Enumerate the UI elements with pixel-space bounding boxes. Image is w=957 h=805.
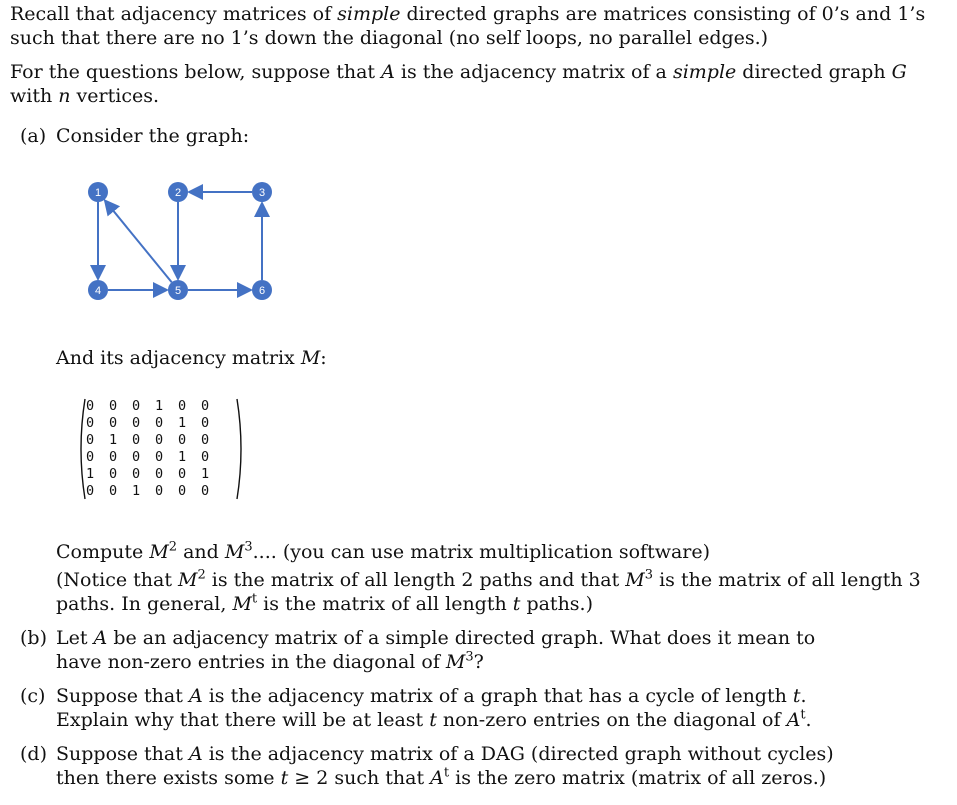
matrix-cell: 0	[201, 483, 210, 499]
superscript: t	[800, 707, 806, 723]
caption-text: And its adjacency matrix	[56, 347, 301, 369]
part-d-text-segment: is the adjacency matrix of a DAG (directed graph without cycles) then there exists some	[56, 743, 834, 789]
compute-text: is the matrix of all length	[257, 593, 513, 615]
compute-text: is the matrix of all length 2 paths and that	[205, 569, 626, 591]
graph-svg	[86, 176, 286, 306]
math-M: M	[625, 569, 645, 591]
matrix-cell: 0	[155, 415, 164, 431]
matrix-row	[86, 398, 224, 415]
part-c-text-segment: non-zero entries on the diagonal of	[436, 709, 787, 731]
intro-text: For the questions below, suppose that	[10, 61, 382, 83]
matrix-cell: 0	[109, 398, 118, 414]
matrix-cell: 0	[86, 432, 95, 448]
emphasis-simple: simple	[672, 61, 737, 83]
intro-paragraph-1	[10, 2, 930, 50]
superscript: 3	[644, 567, 654, 583]
adjacency-matrix	[76, 397, 246, 501]
matrix-cell: 0	[132, 415, 141, 431]
math-A: A	[188, 685, 203, 707]
part-b-text	[56, 626, 846, 674]
part-b-text-segment: be an adjacency matrix of a simple directed graph. What does it mean to have non-zero entries in the diagonal of	[56, 627, 816, 673]
graph-node-label: 2	[174, 187, 182, 199]
directed-graph	[86, 176, 286, 311]
compute-line-1	[56, 540, 936, 564]
matrix-cell: 0	[132, 432, 141, 448]
matrix-cell: 0	[109, 483, 118, 499]
matrix-cell: 0	[132, 466, 141, 482]
math-t: t	[429, 709, 437, 731]
math-A: A	[188, 743, 203, 765]
part-a-text: Consider the graph:	[56, 125, 250, 147]
matrix-cell: 0	[178, 432, 187, 448]
math-M: M	[224, 541, 245, 563]
matrix-cell: 0	[155, 483, 164, 499]
intro-text: directed graph	[736, 61, 892, 83]
superscript: 3	[465, 649, 474, 665]
math-G: G	[891, 61, 907, 83]
matrix-cell: 0	[201, 449, 210, 465]
part-d-text-segment: is the zero matrix (matrix of all zeros.)	[449, 767, 827, 789]
matrix-row	[86, 483, 224, 500]
part-b-text-segment: ?	[473, 651, 484, 673]
graph-node-label: 6	[258, 285, 266, 297]
math-A: A	[381, 61, 395, 83]
matrix-row	[86, 466, 224, 483]
matrix-cell: 0	[86, 483, 95, 499]
math-t: t	[792, 685, 801, 707]
superscript: t	[443, 765, 450, 781]
part-c-text-segment: .	[805, 709, 812, 731]
matrix-cell: 0	[109, 466, 118, 482]
matrix-grid	[86, 398, 224, 500]
math-t: t	[512, 593, 521, 615]
matrix-cell: 0	[132, 449, 141, 465]
graph-node-label: 1	[94, 187, 102, 199]
part-c-label: (c)	[20, 685, 46, 707]
matrix-cell: 1	[132, 483, 141, 499]
math-A: A	[93, 627, 108, 649]
matrix-cell: 0	[109, 449, 118, 465]
caption-text: :	[320, 347, 327, 369]
part-b-label: (b)	[20, 627, 47, 649]
matrix-cell: 0	[155, 466, 164, 482]
matrix-cell: 1	[155, 398, 164, 414]
graph-edge-5-1	[105, 201, 172, 283]
math-n: n	[58, 85, 71, 107]
part-d-text-segment: ≥ 2 such that	[288, 767, 431, 789]
intro-text: directed graphs are matrices consisting of 0’s and 1’s such that there are no 1’s down the diagonal (no self loops, no parallel edges.)	[10, 3, 926, 49]
compute-text: paths.)	[520, 593, 594, 615]
matrix-row	[86, 432, 224, 449]
emphasis-simple: simple	[337, 3, 401, 25]
matrix-cell: 1	[178, 415, 187, 431]
adjacency-caption	[56, 347, 327, 369]
math-A: A	[430, 767, 444, 789]
matrix-cell: 0	[86, 398, 95, 414]
compute-text: .... (you can use matrix multiplication software)	[252, 541, 711, 563]
intro-text: vertices.	[70, 85, 160, 107]
intro-text: Recall that adjacency matrices of	[10, 3, 338, 25]
compute-text: is the matrix of all length 3 paths. In general,	[56, 569, 921, 615]
part-d-label: (d)	[20, 743, 47, 765]
part-b-text-segment: Let	[56, 627, 94, 649]
part-c-text-segment: . Explain why that there will be at least	[56, 685, 807, 731]
part-d-text	[56, 742, 846, 790]
compute-text: (Notice that	[56, 569, 178, 591]
matrix-row	[86, 449, 224, 466]
superscript: 2	[197, 567, 206, 583]
intro-paragraph-2	[10, 60, 930, 108]
math-M: M	[232, 593, 252, 615]
compute-paragraph	[56, 540, 936, 616]
part-d-text-segment: Suppose that	[56, 743, 189, 765]
matrix-cell: 0	[155, 449, 164, 465]
matrix-cell: 0	[178, 398, 187, 414]
compute-text: Compute	[56, 541, 150, 563]
superscript: 2	[168, 539, 178, 555]
superscript: t	[251, 591, 258, 607]
math-A: A	[786, 709, 801, 731]
matrix-row	[86, 415, 224, 432]
part-c-text-segment: Suppose that	[56, 685, 189, 707]
matrix-cell: 0	[132, 398, 141, 414]
compute-text: and	[177, 541, 225, 563]
graph-node-label: 3	[258, 187, 266, 199]
matrix-cell: 1	[178, 449, 187, 465]
part-c-text-segment: is the adjacency matrix of a graph that has a cycle of length	[202, 685, 793, 707]
compute-line-2	[56, 568, 936, 616]
matrix-cell: 0	[178, 466, 187, 482]
matrix-cell: 1	[109, 432, 118, 448]
math-M: M	[445, 651, 466, 673]
intro-text: with	[10, 85, 59, 107]
math-M: M	[149, 541, 169, 563]
matrix-cell: 0	[201, 415, 210, 431]
matrix-cell: 0	[86, 415, 95, 431]
graph-node-label: 5	[174, 285, 182, 297]
matrix-cell: 0	[201, 398, 210, 414]
matrix-cell: 0	[86, 449, 95, 465]
matrix-cell: 0	[178, 483, 187, 499]
matrix-cell: 0	[109, 415, 118, 431]
matrix-cell: 1	[201, 466, 210, 482]
intro-text: is the adjacency matrix of a	[394, 61, 673, 83]
math-M: M	[178, 569, 198, 591]
matrix-cell: 0	[155, 432, 164, 448]
matrix-cell: 1	[86, 466, 95, 482]
graph-node-label: 4	[94, 285, 102, 297]
part-a-label: (a)	[20, 125, 47, 147]
math-M: M	[300, 347, 321, 369]
superscript: 3	[244, 539, 253, 555]
part-c-text	[56, 684, 846, 732]
matrix-cell: 0	[201, 432, 210, 448]
math-t: t	[280, 767, 289, 789]
